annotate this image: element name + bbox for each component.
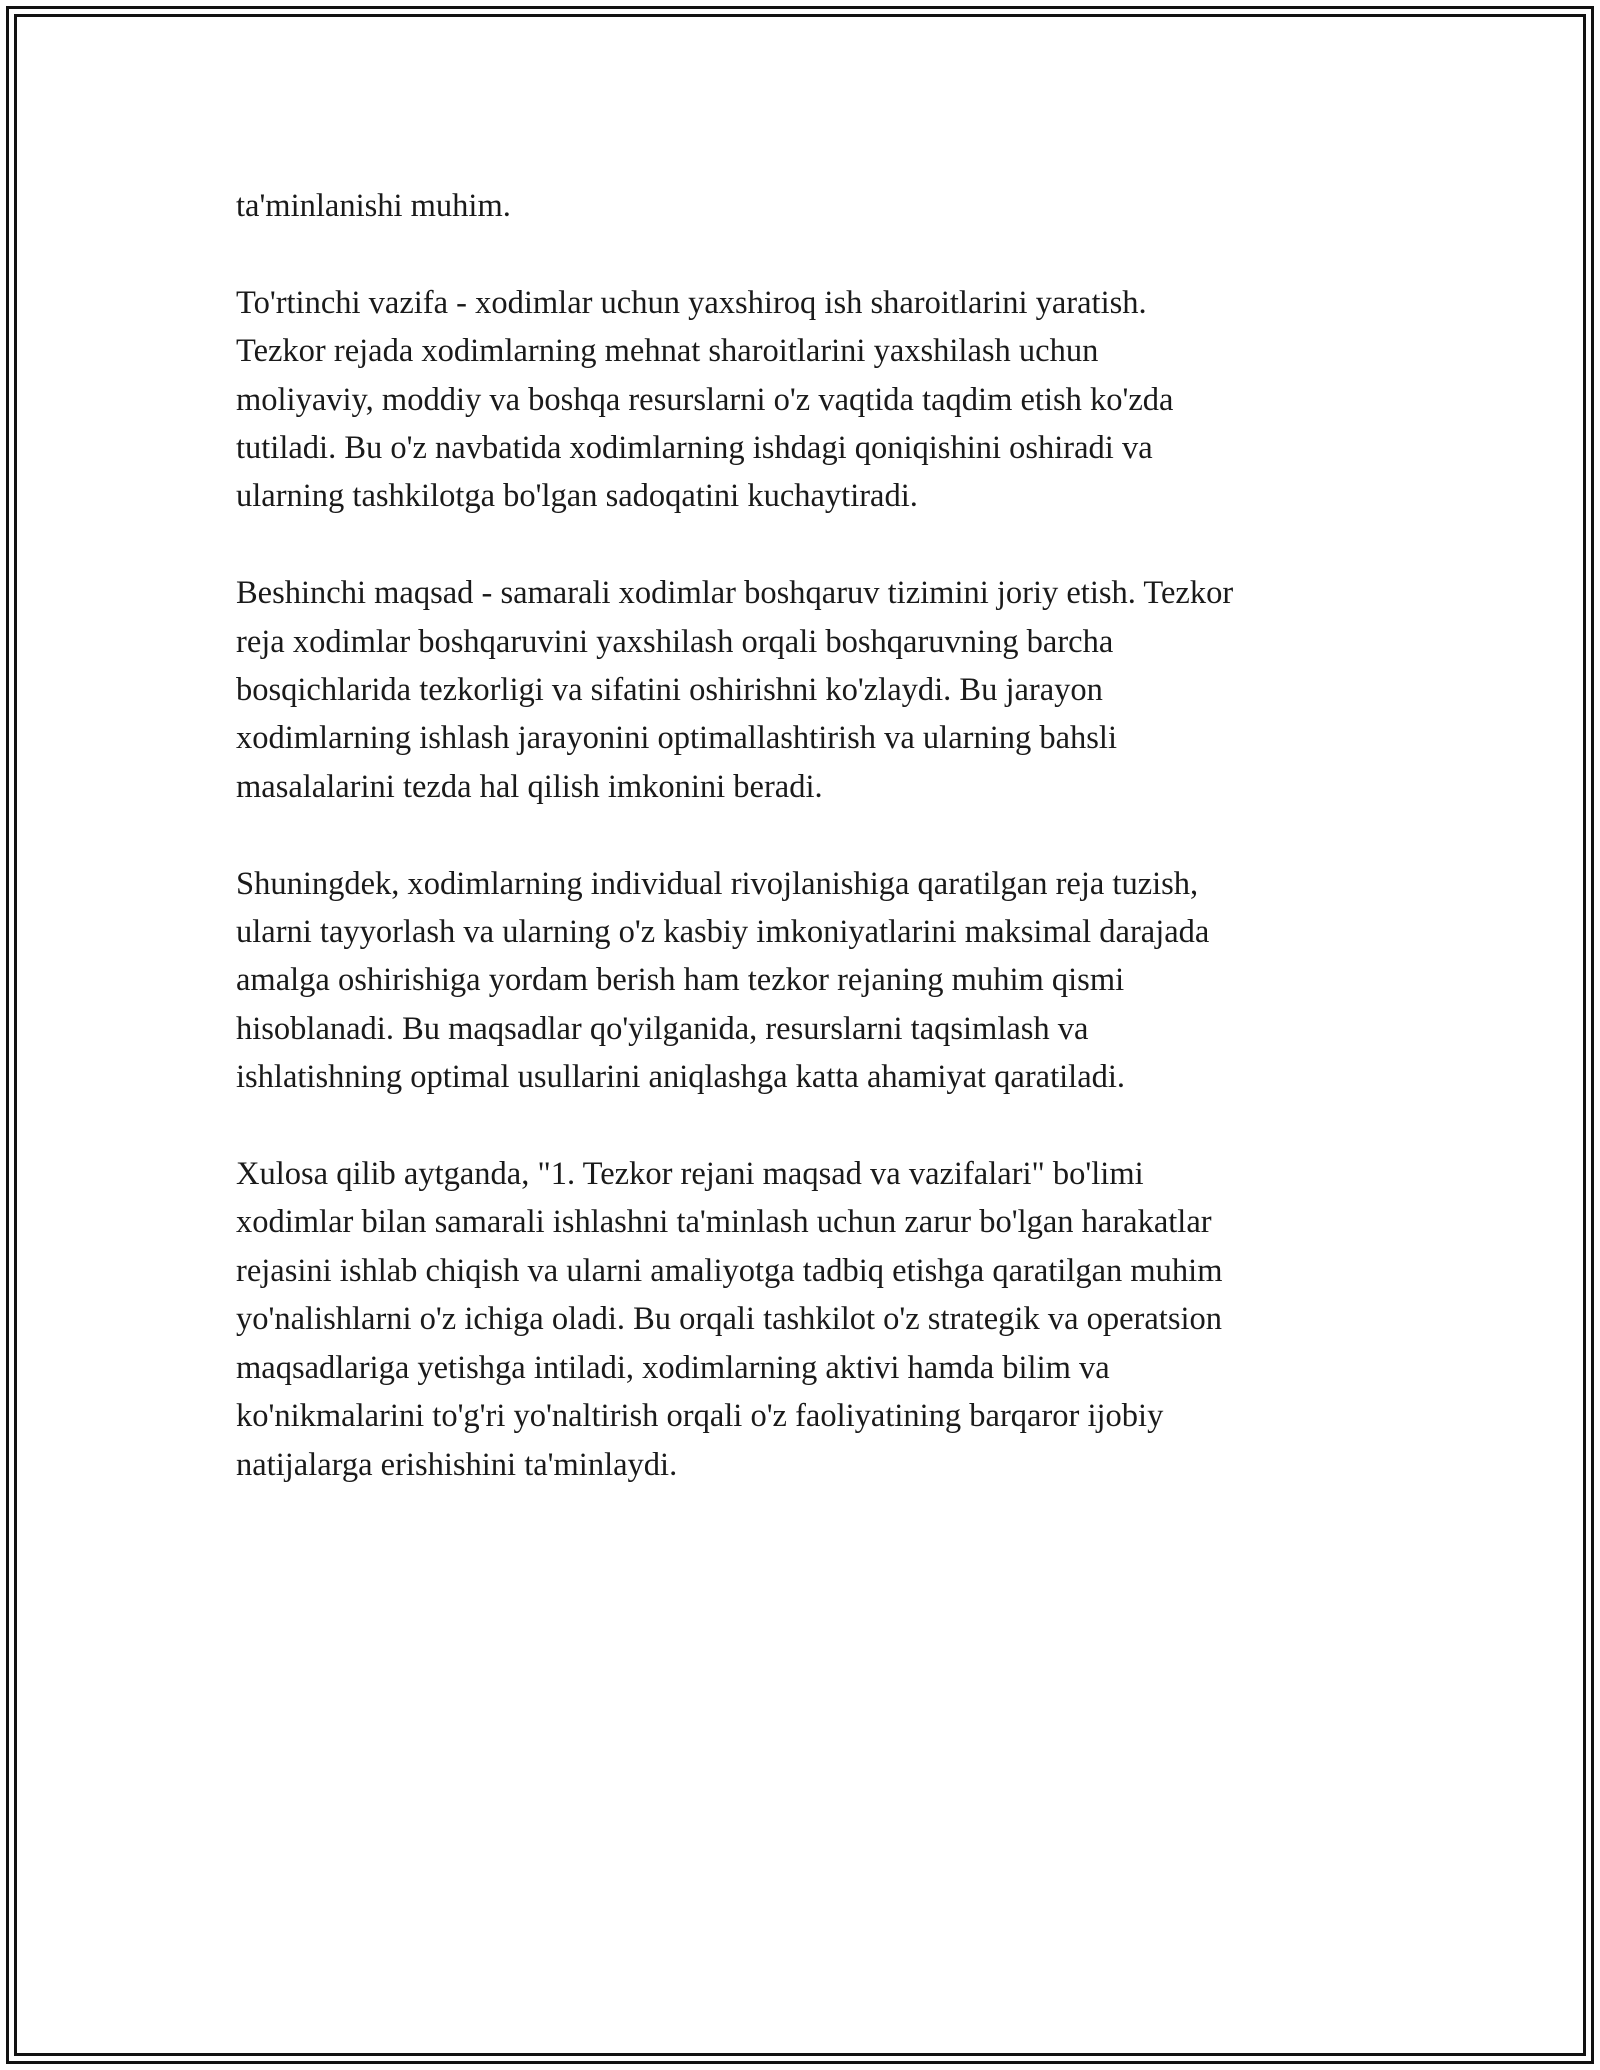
paragraph-fourth-task: To'rtinchi vazifa - xodimlar uchun yaxshiroq ish sharoitlarini yaratish. Tezkor rejada xodimlarning mehnat sharoitlarini yaxshilash uchun moliyaviy, moddiy va boshqa resurslarni o'z vaqtida taqdim etish ko'zda tutiladi. Bu o'z navbatida xodimlarning ishdagi qoniqishini oshiradi va ularning tashkilotga bo'lgan sadoqatini kuchaytiradi. xyxy=(236,284,1174,515)
paragraph-continuation: ta'minlanishi muhim. xyxy=(236,188,511,224)
paragraph-fifth-goal: Beshinchi maqsad - samarali xodimlar boshqaruv tizimini joriy etish. Tezkor reja xodimlar boshqaruvini yaxshilash orqali boshqaruvning barcha bosqichlarida tezkorligi va sifatini oshirishni ko'zlaydi. Bu jarayon xodimlarning ishlash jarayonini optimallashtirish va ularning bahsli masalalarini tezda hal qilish imkonini beradi. xyxy=(236,575,1234,805)
paragraph-conclusion: Xulosa qilib aytganda, "1. Tezkor rejani maqsad va vazifalari" bo'limi xodimlar bilan samarali ishlashni ta'minlash uchun zarur bo'lgan harakatlar rejasini ishlab chiqish va ularni amaliyotga tadbiq etishga qaratilgan muhim yo'nalishlarni o'z ichiga oladi. Bu orqali tashkilot o'z strategik va operatsion maqsadlariga yetishga intiladi, xodimlarning aktivi hamda bilim va ko'nikmalarini to'g'ri yo'naltirish orqali o'z faoliyatining barqaror ijobiy natijalarga erishishini ta'minlaydi. xyxy=(236,1156,1223,1483)
paragraph-individual-development: Shuningdek, xodimlarning individual rivojlanishiga qaratilgan reja tuzish, ularni tayyorlash va ularning o'z kasbiy imkoniyatlarini maksimal darajada amalga oshirishiga yordam berish ham tezkor rejaning muhim qismi hisoblanadi. Bu maqsadlar qo'yilganida, resurslarni taqsimlash va ishlatishning optimal usullarini aniqlashga katta ahamiyat qaratiladi. xyxy=(236,865,1210,1096)
document-body xyxy=(236,182,1376,1537)
